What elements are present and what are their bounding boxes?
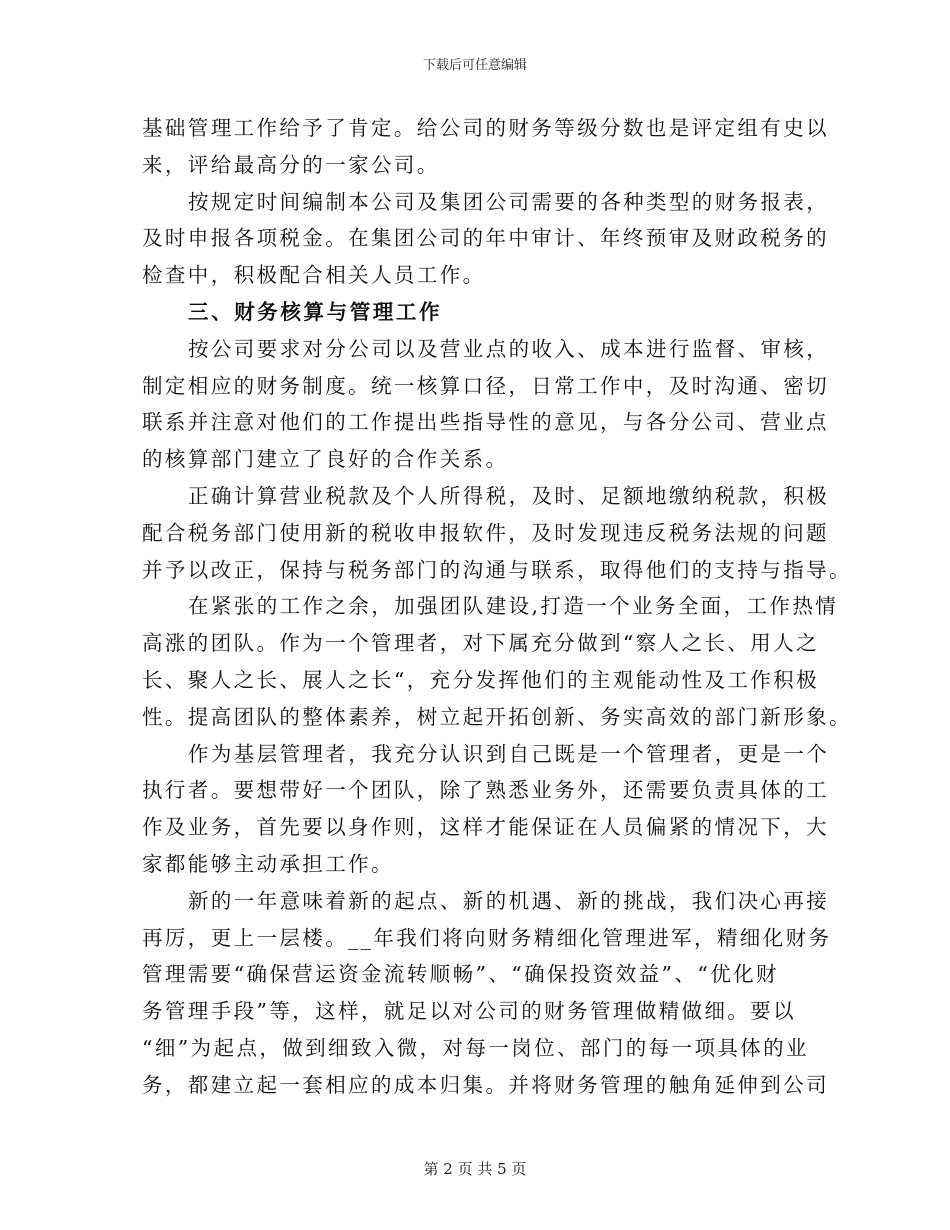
text-line: 制定相应的财务制度。统一核算口径，日常工作中，及时沟通、密切	[142, 373, 829, 398]
text-line: 管理需要“确保营运资金流转顺畅”、“确保投资效益”、“优化财	[142, 962, 779, 987]
text-line: 的核算部门建立了良好的合作关系。	[142, 447, 509, 472]
document-body	[142, 110, 852, 1104]
text-line: 执行者。要想带好一个团队，除了熟悉业务外，还需要负责具体的工	[142, 778, 829, 803]
text-line: 联系并注意对他们的工作提出些指导性的意见，与各分公司、营业点	[142, 410, 829, 435]
page-number: 第 2 页 共 5 页	[423, 1160, 527, 1178]
text-line: 并予以改正，保持与税务部门的沟通与联系，取得他们的支持与指导。	[142, 557, 852, 582]
text-line: 务，都建立起一套相应的成本归集。并将财务管理的触角延伸到公司	[142, 1072, 829, 1097]
text-line: 长、聚人之长、展人之长“，充分发挥他们的主观能动性及工作积极	[142, 667, 819, 692]
text-line: “细”为起点，做到细致入微，对每一岗位、部门的每一项具体的业	[142, 1035, 809, 1060]
page-header: 下载后可任意编辑	[422, 58, 527, 73]
text-line: 再厉，更上一层楼。__年我们将向财务精细化管理进军，精细化财务	[142, 925, 832, 950]
text-line: 在紧张的工作之余，加强团队建设,打造一个业务全面，工作热情	[188, 594, 839, 619]
text-line: 正确计算营业税款及个人所得税，及时、足额地缴纳税款，积极	[188, 483, 830, 508]
text-line: 配合税务部门使用新的税收申报软件，及时发现违反税务法规的问题	[142, 520, 829, 545]
text-line: 性。提高团队的整体素养，树立起开拓创新、务实高效的部门新形象。	[142, 704, 852, 729]
text-line: 家都能够主动承担工作。	[142, 851, 394, 876]
text-line: 检查中，积极配合相关人员工作。	[142, 263, 486, 288]
section-heading: 三、财务核算与管理工作	[188, 299, 443, 324]
text-line: 来，评给最高分的一家公司。	[142, 152, 440, 177]
text-line: 新的一年意味着新的起点、新的机遇、新的挑战，我们决心再接	[188, 888, 830, 913]
text-line: 作及业务，首先要以身作则，这样才能保证在人员偏紧的情况下，大	[142, 815, 829, 840]
text-line: 高涨的团队。作为一个管理者，对下属充分做到“察人之长、用人之	[142, 631, 819, 656]
text-line: 及时申报各项税金。在集团公司的年中审计、年终预审及财政税务的	[142, 226, 829, 251]
text-line: 基础管理工作给予了肯定。给公司的财务等级分数也是评定组有史以	[142, 116, 829, 140]
text-line: 按公司要求对分公司以及营业点的收入、成本进行监督、审核，	[188, 336, 830, 361]
text-line: 务管理手段”等，这样，就足以对公司的财务管理做精做细。要以	[142, 999, 797, 1024]
text-line: 按规定时间编制本公司及集团公司需要的各种类型的财务报表，	[188, 189, 830, 214]
text-line: 作为基层管理者，我充分认识到自己既是一个管理者，更是一个	[188, 741, 830, 766]
